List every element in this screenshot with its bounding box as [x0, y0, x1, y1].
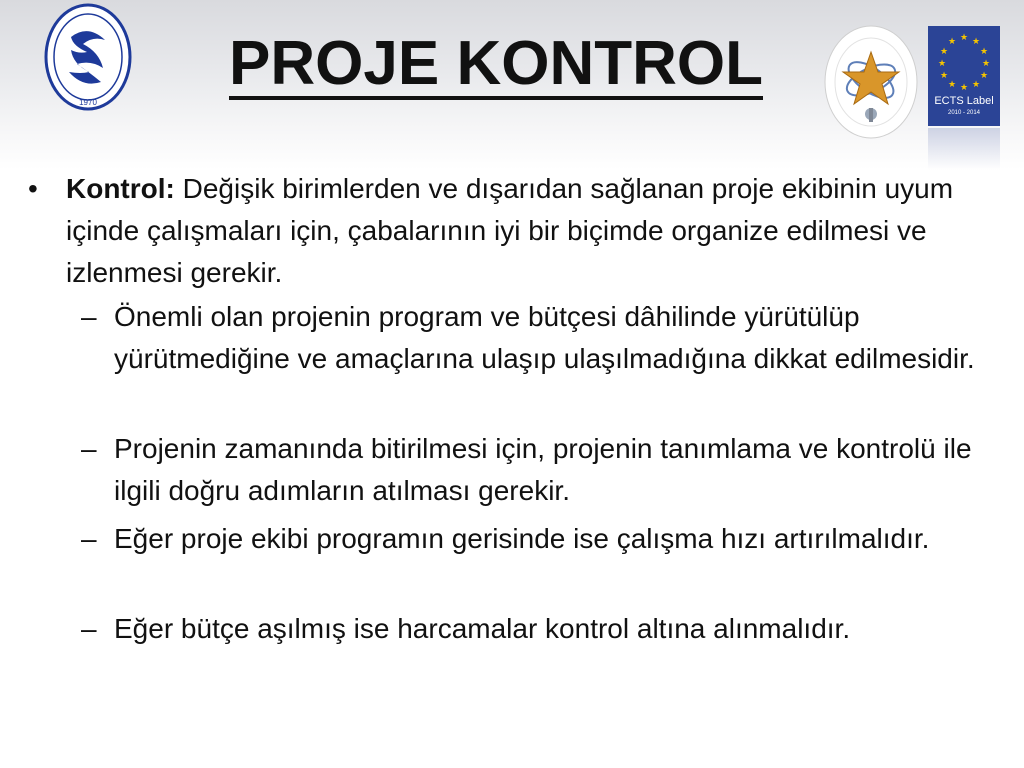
svg-text:★: ★ [979, 47, 989, 57]
svg-text:★: ★ [981, 59, 991, 69]
dash-icon: – [81, 523, 97, 554]
bullet-text: Değişik birimlerden ve dışarıdan sağlanan proje ekibinin uyum içinde çalışmaları için, çabalarının iyi bir biçimde organize edilmesi ve izlenmesi gerekir. [66, 173, 954, 288]
svg-text:★: ★ [971, 37, 981, 47]
svg-text:★: ★ [939, 47, 949, 57]
ects-logo-reflection [928, 128, 1000, 170]
university-year-text: 1970 [79, 98, 97, 107]
sub-bullet [81, 608, 994, 650]
svg-text:★: ★ [971, 80, 981, 90]
sub-bullet [81, 296, 994, 380]
svg-text:★: ★ [959, 83, 969, 93]
sub-bullet-text: Eğer bütçe aşılmış ise harcamalar kontrol altına alınmalıdır. [114, 613, 851, 644]
sub-bullet [81, 428, 994, 512]
svg-text:★: ★ [939, 71, 949, 81]
bullet-term: Kontrol: [66, 173, 175, 204]
main-bullet [28, 168, 966, 294]
sub-bullet-text: Eğer proje ekibi programın gerisinde ise çalışma hızı artırılmalıdır. [114, 523, 930, 554]
quality-award-logo [823, 24, 919, 139]
dash-icon: – [81, 433, 97, 464]
svg-text:★: ★ [959, 33, 969, 43]
dash-icon: – [81, 613, 97, 644]
ects-label-text: ECTS Label [934, 95, 994, 107]
svg-text:★: ★ [947, 80, 957, 90]
sub-bullet [81, 518, 994, 560]
dash-icon: – [81, 301, 97, 332]
ects-years-text: 2010 - 2014 [947, 110, 981, 116]
svg-text:★: ★ [979, 71, 989, 81]
sub-bullet-text: Projenin zamanında bitirilmesi için, projenin tanımlama ve kontrolü ile ilgili doğru adımların atılması gerekir. [114, 433, 972, 506]
ects-label-logo [928, 26, 1000, 126]
bullet-icon: • [28, 173, 38, 204]
svg-text:★: ★ [947, 37, 957, 47]
page-title: PROJE KONTROL [229, 29, 763, 98]
svg-text:★: ★ [937, 59, 947, 69]
sub-bullet-text: Önemli olan projenin program ve bütçesi dâhilinde yürütülüp yürütmediğine ve amaçlarına ulaşıp ulaşılmadığına dikkat edilmesidir. [114, 301, 975, 374]
